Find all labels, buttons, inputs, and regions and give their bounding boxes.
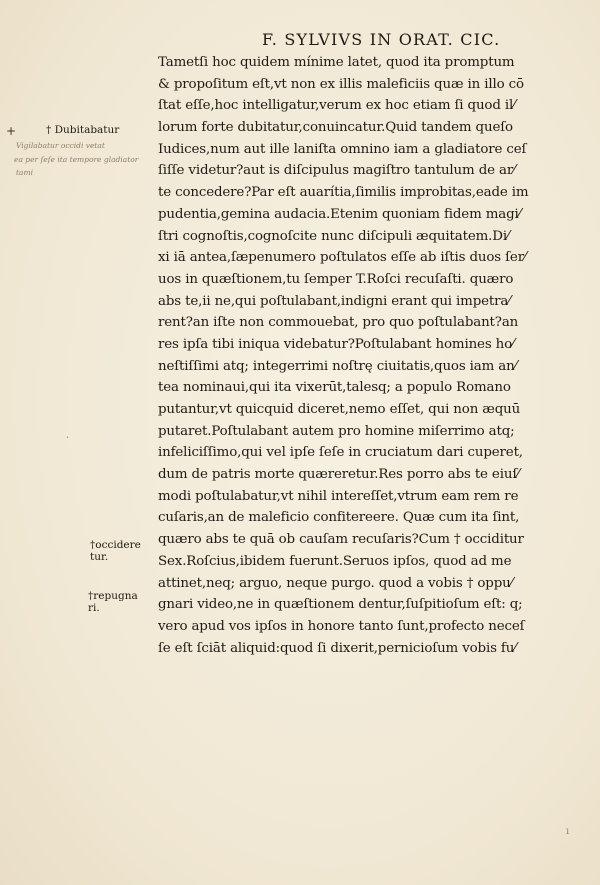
handwritten-note: Vigilabatur occidi vetat bbox=[16, 141, 105, 150]
text-line: quæro abs te quā ob cauſam recuſaris?Cum † occiditur bbox=[158, 532, 524, 548]
text-line: abs te,ii ne,qui poſtulabant,indigni erant qui impetra⁄ bbox=[158, 293, 511, 309]
text-line: modi poſtulabatur,vt nihil intereſſet,vtrum eam rem re bbox=[158, 488, 519, 504]
running-title: F. SYLVIVS IN ORAT. CIC. bbox=[262, 30, 501, 49]
text-line: xi iā antea,ſæpenumero poſtulatos eſſe ab iſtis duos ſer⁄ bbox=[158, 250, 527, 266]
text-line: Iudices,num aut ille laniſta omnino iam a gladiatore ceſ bbox=[158, 141, 527, 157]
tick-mark-icon: ı bbox=[566, 826, 570, 837]
cross-mark-icon: + bbox=[6, 124, 17, 138]
text-line: gnari video,ne in quæſtionem dentur,ſuſpitioſum eſt: q; bbox=[158, 597, 523, 613]
text-line: infeliciſſimo,qui vel ipſe ſeſe in cruciatum dari cuperet, bbox=[158, 445, 523, 461]
text-line: putantur,vt quicquid diceret,nemo eſſet, qui non æquū bbox=[158, 402, 521, 417]
text-line: ſtri cognoſtis,cognoſcite nunc diſcipuli æquitatem.Di⁄ bbox=[158, 228, 510, 244]
handwritten-note: tami bbox=[16, 168, 33, 177]
text-line: te concedere?Par eſt auarítia,ſimilis improbitas,eade im bbox=[158, 185, 529, 201]
text-line: & propoſitum eſt,vt non ex illis maleficiis quæ in illo cō bbox=[158, 76, 524, 92]
text-line: ſe eſt ſciāt aliquid:quod ſi dixerit,pernicioſum vobis fu⁄ bbox=[158, 640, 517, 656]
margin-note-dubitabatur: † Dubitabatur bbox=[46, 124, 120, 136]
text-line: vero apud vos ipſos in honore tanto ſunt,profecto neceſ bbox=[158, 618, 525, 634]
text-line: ſtat eſſe,hoc intelligatur,verum ex hoc etiam ſi quod il⁄ bbox=[158, 98, 516, 114]
text-line: attinet,neq; arguo, neque purgo. quod a vobis † oppu⁄ bbox=[158, 575, 513, 591]
text-line: putaret.Poſtulabant autem pro homine miſerrimo atq; bbox=[158, 423, 515, 439]
dot-mark-icon: · bbox=[66, 433, 70, 444]
text-line: pudentia,gemina audacia.Etenim quoniam fidem magi⁄ bbox=[158, 206, 521, 222]
text-line: Sex.Roſcius,ibidem fuerunt.Seruos ipſos, quod ad me bbox=[158, 553, 512, 569]
text-line: res ipſa tibi iniqua videbatur?Poſtulabant homines ho⁄ bbox=[158, 336, 515, 352]
margin-note-occidere: †occidere tur. bbox=[90, 539, 141, 563]
handwritten-note: ea per ſeſe ita tempore gladiator bbox=[14, 155, 139, 164]
text-line: rent?an iſte non commouebat, pro quo poſtulabant?an bbox=[158, 315, 519, 331]
text-line: uos in quæſtionem,tu ſemper T.Roſci recuſaſti. quæro bbox=[158, 271, 514, 287]
text-line: Tametſi hoc quidem mínime latet, quod ita promptum bbox=[158, 55, 515, 70]
margin-note-repugnari: †repugna ri. bbox=[88, 590, 138, 614]
text-line: ſiſſe videtur?aut is diſcipulus magiſtro tantulum de ar⁄ bbox=[158, 163, 516, 179]
text-line: dum de patris morte quæreretur.Res porro abs te eiuſ⁄ bbox=[158, 467, 520, 483]
text-line: neſtiſſimi atq; integerrimi noſtrę ciuitatis,quos iam an⁄ bbox=[158, 358, 517, 374]
body-text bbox=[158, 52, 594, 659]
text-line: lorum forte dubitatur,conuincatur.Quid tandem queſo bbox=[158, 120, 513, 136]
text-line: cuſaris,an de maleficio confitereere. Quæ cum ita ſint, bbox=[158, 510, 520, 526]
text-line: tea nominaui,qui ita vixerūt,talesq; a populo Romano bbox=[158, 380, 511, 396]
